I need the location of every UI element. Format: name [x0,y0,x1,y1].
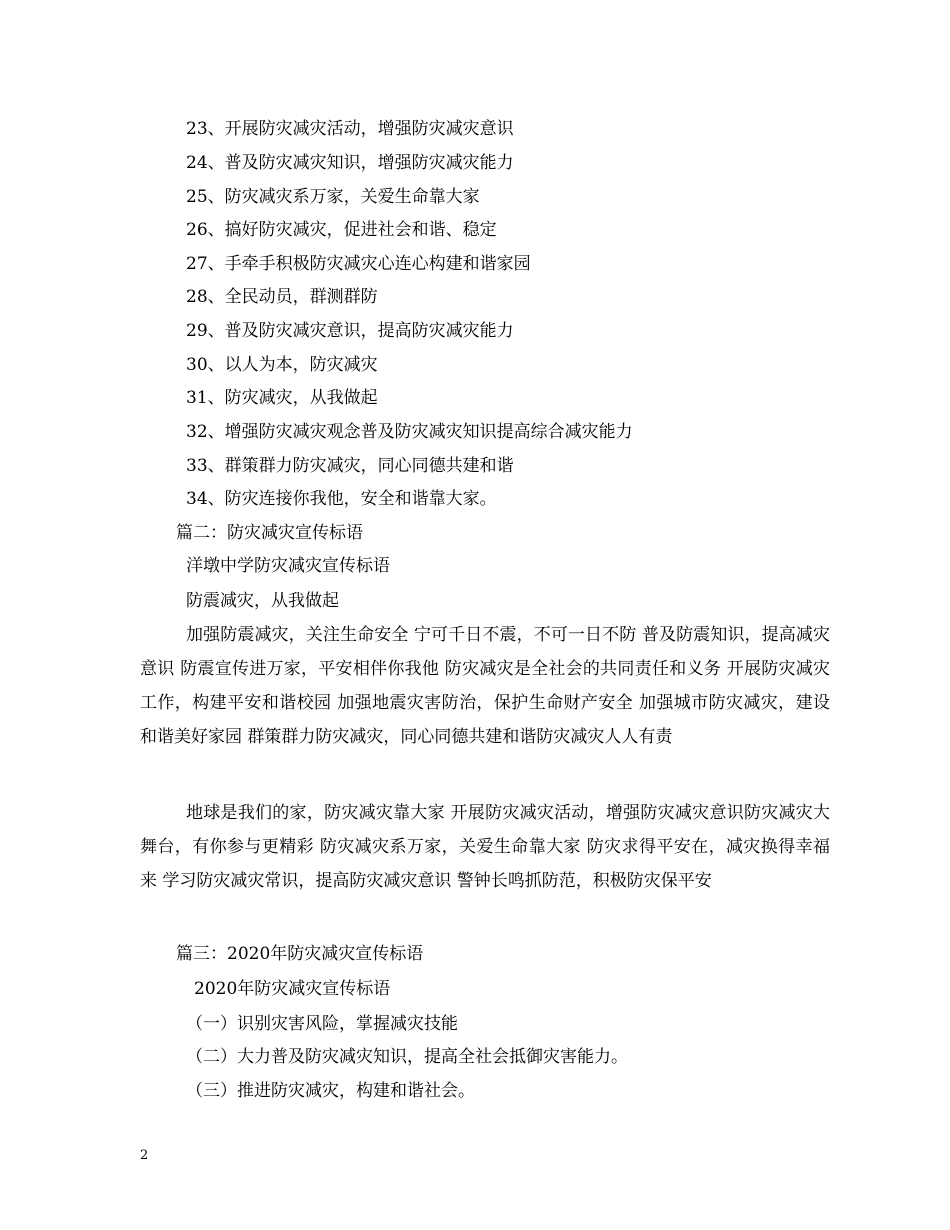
section-subtitle: 2020年防灾减灾宣传标语 [194,979,391,999]
section-heading: 篇三：2020年防灾减灾宣传标语 [176,944,424,964]
page-number: 2 [140,1148,149,1163]
list-item: 32、增强防灾减灾观念普及防灾减灾知识提高综合减灾能力 [186,422,633,442]
list-item: 34、防灾连接你我他，安全和谐靠大家。 [186,489,497,509]
list-item: 31、防灾减灾，从我做起 [186,388,378,408]
list-item: 25、防灾减灾系万家，关爱生命靠大家 [186,187,480,207]
list-item: 24、普及防灾减灾知识，增强防灾减灾能力 [186,153,514,173]
list-item: 33、群策群力防灾减灾，同心同德共建和谐 [186,456,514,476]
list-item: 23、开展防灾减灾活动，增强防灾减灾意识 [186,119,514,139]
list-item: 26、搞好防灾减灾，促进社会和谐、稳定 [186,220,497,240]
section-subtitle: 洋墩中学防灾减灾宣传标语 [186,556,390,576]
list-item: 28、全民动员，群测群防 [186,287,378,307]
body-paragraph: 加强防震减灾，关注生命安全 宁可千日不震，不可一日不防 普及防震知识，提高减灾意识 防震宣传进万家，平安相伴你我他 防灾减灾是全社会的共同责任和义务 开展防灾减灾工作，构建平安和谐校园 加强地震灾害防治，保护生命财产安全 加强城市防灾减灾，建设和谐美好家园 群策群力防灾减灾，同心同德共建和谐防灾减灾人人有责 [140,625,830,747]
list-item: （一）识别灾害风险，掌握减灾技能 [186,1014,458,1034]
section-heading: 篇二：防灾减灾宣传标语 [176,523,363,543]
list-item: （二）大力普及防灾减灾知识，提高全社会抵御灾害能力。 [186,1047,628,1067]
list-item: （三）推进防灾减灾，构建和谐社会。 [186,1081,475,1101]
list-item: 29、普及防灾减灾意识，提高防灾减灾能力 [186,321,514,341]
body-paragraph: 地球是我们的家，防灾减灾靠大家 开展防灾减灾活动，增强防灾减灾意识防灾减灾大舞台，有你参与更精彩 防灾减灾系万家，关爱生命靠大家 防灾求得平安在，减灾换得幸福来 学习防灾减灾常识，提高防灾减灾意识 警钟长鸣抓防范，积极防灾保平安 [140,803,830,891]
list-item: 27、手牵手积极防灾减灾心连心构建和谐家园 [186,254,531,274]
list-item: 30、以人为本，防灾减灾 [186,355,378,375]
section-line: 防震减灾，从我做起 [186,591,339,611]
